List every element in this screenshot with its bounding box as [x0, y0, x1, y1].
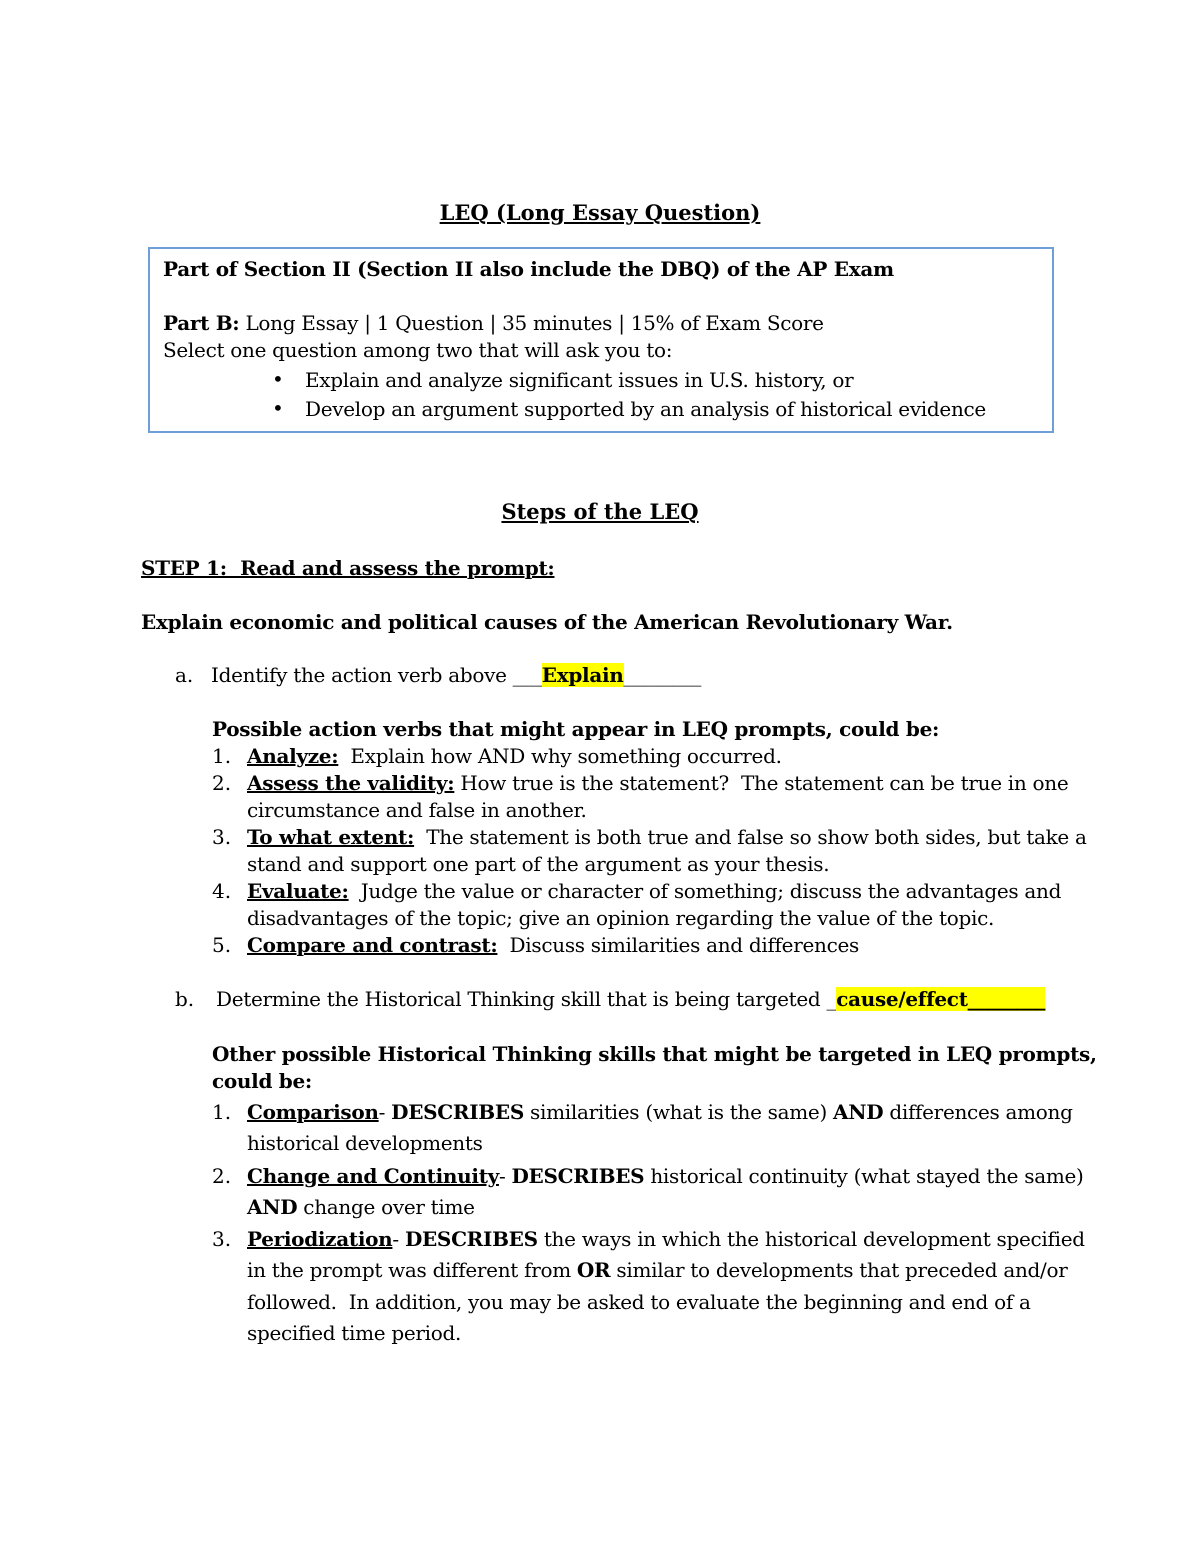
verb-term: To what extent: — [247, 825, 415, 849]
skill-text: change over time — [297, 1195, 475, 1219]
bullet-item: Explain and analyze significant issues in U.S. history, or — [305, 368, 854, 392]
skill-answer: cause/effect — [836, 987, 968, 1011]
identify-verb-text: Identify the action verb above ___ — [211, 663, 542, 687]
bullet-icon: • — [272, 396, 284, 420]
list-number: 5. — [212, 933, 232, 957]
skill-text-cont — [247, 1194, 475, 1220]
skill-keyword: DESCRIBES — [391, 1100, 524, 1124]
skill-text-cont: specified time period. — [247, 1321, 462, 1345]
list-number: 3. — [212, 1227, 232, 1251]
skill-text: differences among — [883, 1100, 1073, 1124]
answer-blank: ________ — [623, 663, 702, 687]
verb-item — [247, 932, 859, 958]
info-box-heading: Part of Section II (Section II also include the DBQ) of the AP Exam — [163, 257, 894, 281]
part-b-text: Long Essay | 1 Question | 35 minutes | 15% of Exam Score — [239, 311, 824, 335]
skills-heading-cont: could be: — [212, 1069, 312, 1093]
verb-item — [247, 878, 1061, 904]
verb-definition-cont: stand and support one part of the argument as your thesis. — [247, 852, 830, 876]
answer-blank: ________ — [967, 987, 1046, 1011]
verb-item — [247, 770, 1068, 796]
skill-item — [247, 1163, 1084, 1189]
verb-term: Evaluate: — [247, 879, 349, 903]
item-marker: a. — [175, 663, 194, 687]
verb-definition: Explain how AND why something occurred. — [338, 744, 782, 768]
thinking-skill-line — [216, 986, 1045, 1012]
item-marker: b. — [175, 987, 195, 1011]
skill-item — [247, 1099, 1073, 1125]
skill-keyword: OR — [576, 1258, 611, 1282]
list-number: 4. — [212, 879, 232, 903]
skill-text: the ways in which the historical development specified — [537, 1227, 1085, 1251]
verb-definition-cont: disadvantages of the topic; give an opinion regarding the value of the topic. — [247, 906, 995, 930]
list-number: 1. — [212, 744, 232, 768]
thinking-skill-text: Determine the Historical Thinking skill that is being targeted _ — [216, 987, 837, 1011]
skill-text-cont: followed. In addition, you may be asked to evaluate the beginning and end of a — [247, 1290, 1031, 1314]
skill-separator: - — [498, 1164, 512, 1188]
verb-term: Analyze: — [247, 744, 339, 768]
skills-heading: Other possible Historical Thinking skills that might be targeted in LEQ prompts, — [212, 1042, 1097, 1066]
verb-term: Compare and contrast: — [247, 933, 498, 957]
verb-item — [247, 824, 1087, 850]
step1-heading: STEP 1: Read and assess the prompt: — [141, 556, 555, 580]
bullet-icon: • — [272, 367, 284, 391]
list-number: 2. — [212, 771, 232, 795]
part-b-label: Part B: — [163, 311, 240, 335]
skill-keyword: AND — [247, 1195, 298, 1219]
list-number: 1. — [212, 1100, 232, 1124]
verb-definition: Judge the value or character of something; discuss the advantages and — [348, 879, 1062, 903]
essay-prompt: Explain economic and political causes of the American Revolutionary War. — [141, 610, 953, 634]
skill-text: similar to developments that preceded and/or — [610, 1258, 1068, 1282]
skill-term: Periodization — [247, 1227, 393, 1251]
verb-answer: Explain — [541, 663, 624, 687]
skill-keyword: DESCRIBES — [404, 1227, 538, 1251]
action-verbs-heading: Possible action verbs that might appear in LEQ prompts, could be: — [212, 717, 940, 741]
bullet-item: Develop an argument supported by an analysis of historical evidence — [305, 397, 986, 421]
skill-separator: - — [378, 1100, 392, 1124]
page-title: LEQ (Long Essay Question) — [439, 200, 761, 225]
skill-keyword: DESCRIBES — [511, 1164, 645, 1188]
skill-text: similarities (what is the same) — [523, 1100, 834, 1124]
part-b-line — [163, 310, 824, 336]
list-number: 3. — [212, 825, 232, 849]
select-text: Select one question among two that will ask you to: — [163, 338, 673, 362]
skill-text-cont: historical developments — [247, 1131, 483, 1155]
skill-separator: - — [392, 1227, 405, 1251]
verb-item — [247, 743, 782, 769]
list-number: 2. — [212, 1164, 232, 1188]
verb-definition: The statement is both true and false so show both sides, but take a — [414, 825, 1087, 849]
skill-term: Comparison — [247, 1100, 379, 1124]
verb-definition: Discuss similarities and differences — [497, 933, 859, 957]
steps-title: Steps of the LEQ — [501, 499, 699, 524]
verb-term: Assess the validity: — [247, 771, 455, 795]
verb-definition: How true is the statement? The statement can be true in one — [454, 771, 1069, 795]
skill-text: historical continuity (what stayed the same) — [644, 1164, 1084, 1188]
identify-verb-line — [211, 662, 701, 688]
skill-keyword: AND — [833, 1100, 884, 1124]
skill-text: in the prompt was different from — [247, 1258, 577, 1282]
skill-term: Change and Continuity — [247, 1164, 499, 1188]
skill-item — [247, 1226, 1085, 1252]
verb-definition-cont: circumstance and false in another. — [247, 798, 587, 822]
skill-text-cont — [247, 1257, 1068, 1283]
